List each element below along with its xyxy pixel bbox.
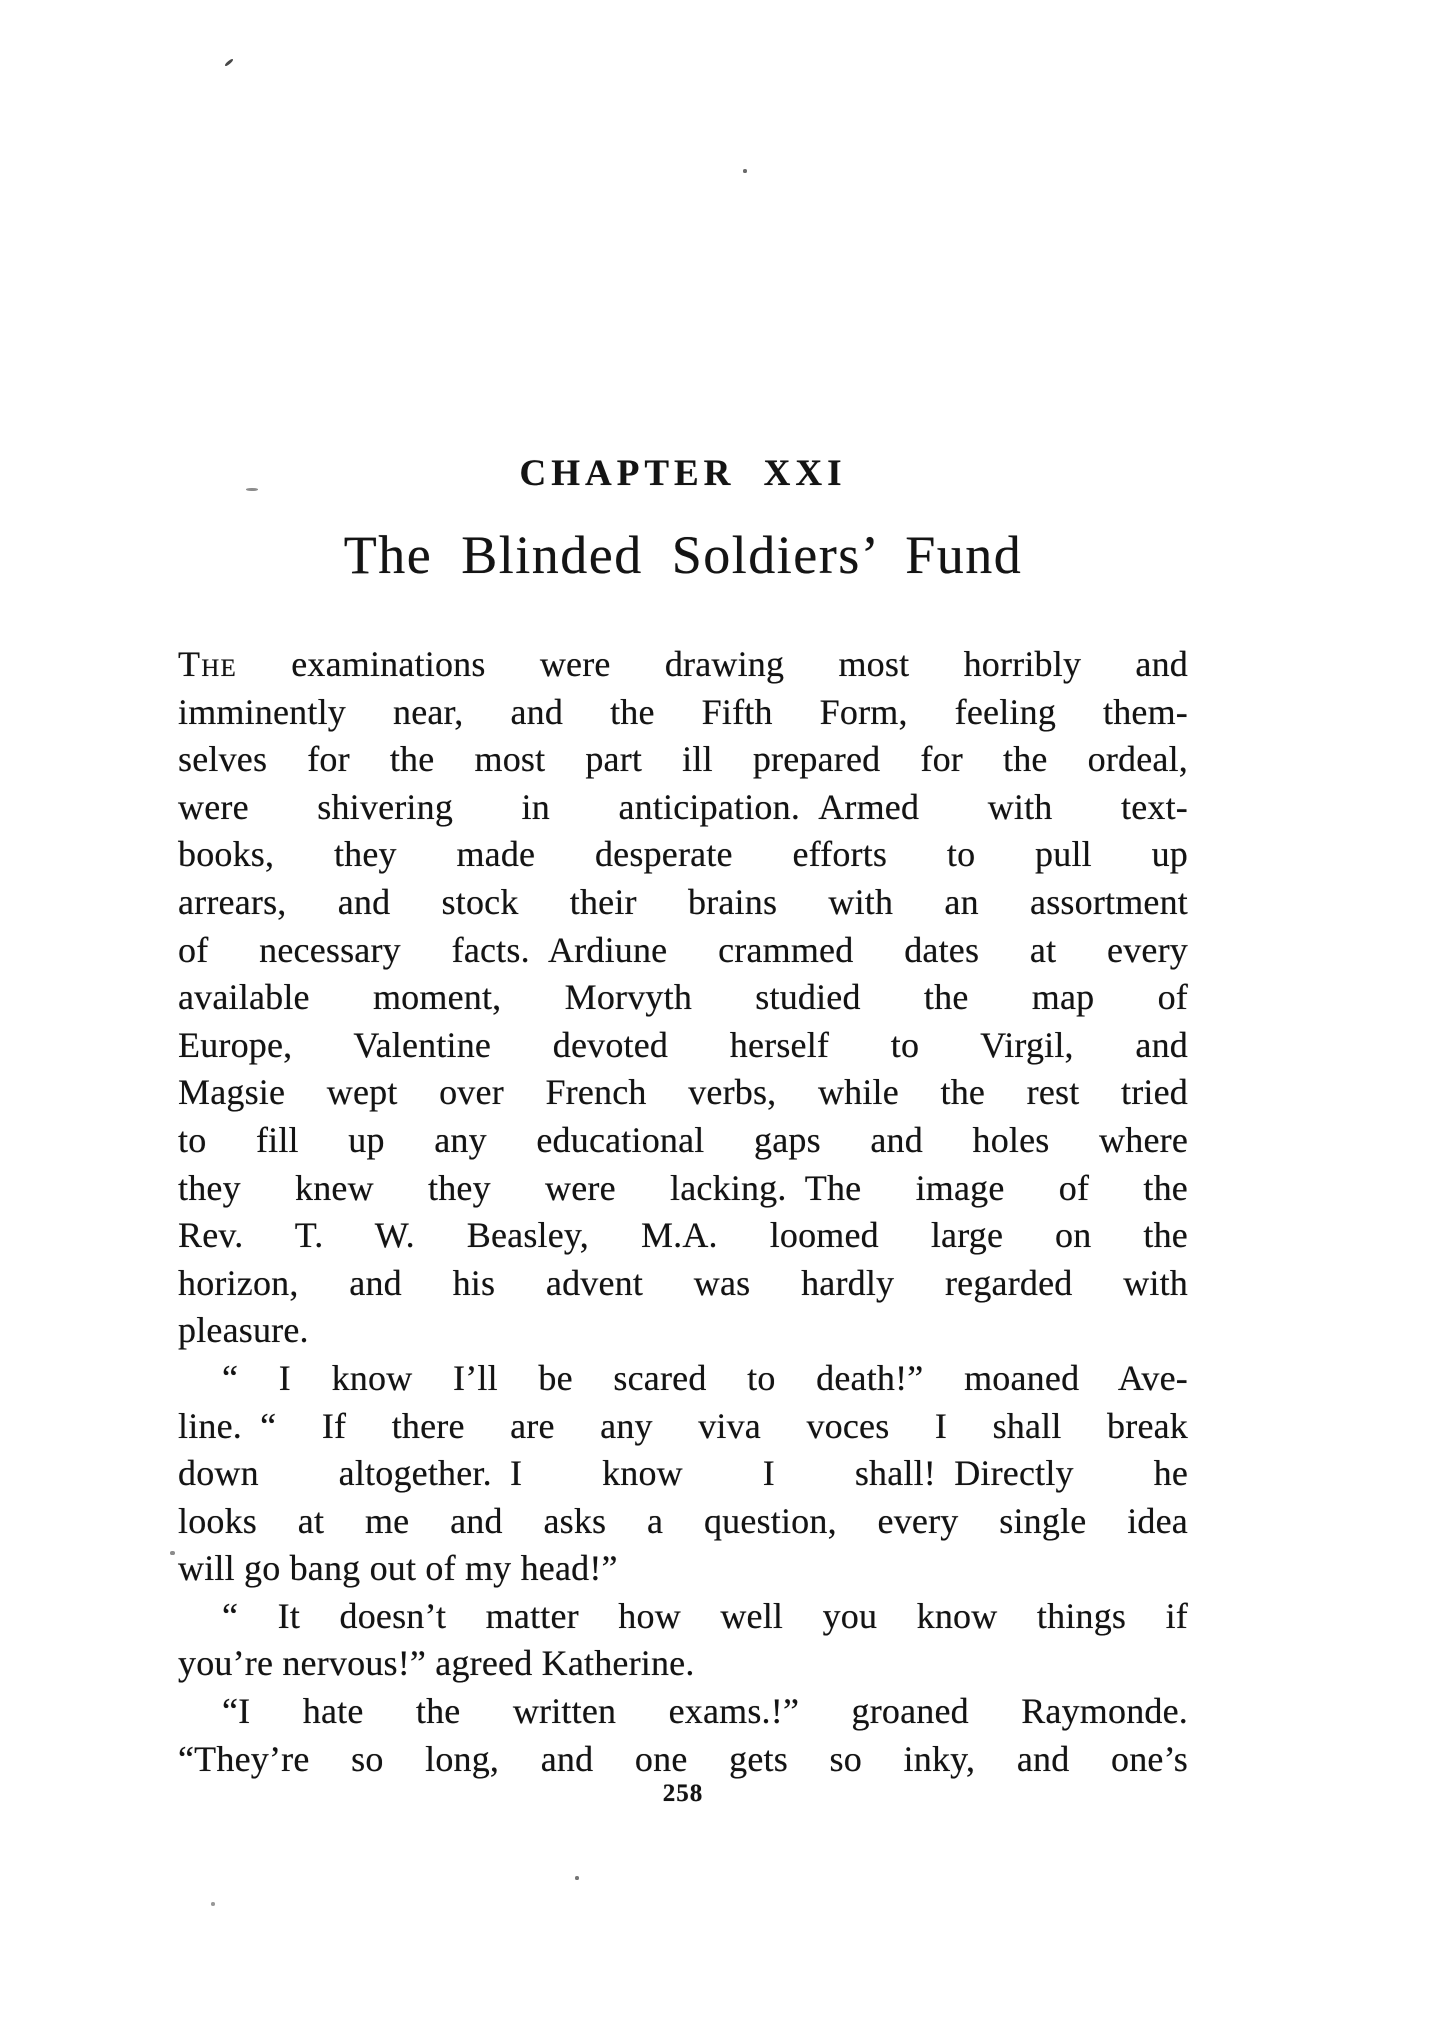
ink-speck xyxy=(575,1876,579,1880)
ink-speck xyxy=(246,488,258,491)
text-line xyxy=(178,1640,1188,1688)
text-segment: Europe, Valentine devoted herself to Virgil, and xyxy=(178,1024,1188,1065)
text-segment: imminently near, and the Fifth Form, feeling them- xyxy=(178,691,1188,732)
text-segment: down altogether. I know I shall! Directly he xyxy=(178,1453,1188,1494)
text-line xyxy=(178,1736,1188,1784)
text-segment: looks at me and asks a question, every single idea xyxy=(178,1500,1188,1541)
text-line xyxy=(178,689,1188,737)
text-line xyxy=(178,974,1188,1022)
text-line xyxy=(178,1069,1188,1117)
text-line xyxy=(178,1545,1188,1593)
ink-speck xyxy=(211,1902,215,1906)
text-line xyxy=(178,1260,1188,1308)
text-segment: of necessary facts. Ardiune crammed dates at every xyxy=(178,929,1188,970)
ink-speck xyxy=(224,58,234,67)
text-line xyxy=(178,1688,1188,1736)
text-segment: they knew they were lacking. The image of the xyxy=(178,1167,1188,1208)
ink-speck xyxy=(743,169,747,173)
text-line xyxy=(178,784,1188,832)
text-line xyxy=(178,1450,1188,1498)
text-segment: pleasure. xyxy=(178,1310,309,1351)
text-segment: to fill up any educational gaps and holes where xyxy=(178,1119,1188,1160)
text-line xyxy=(178,1165,1188,1213)
text-segment: “ It doesn’t matter how well you know things if xyxy=(222,1595,1188,1636)
text-segment: “They’re so long, and one gets so inky, and one’s xyxy=(178,1738,1188,1779)
text-segment: were shivering in anticipation. Armed with text- xyxy=(178,786,1188,827)
chapter-title: The Blinded Soldiers’ Fund xyxy=(343,525,1023,585)
text-line xyxy=(178,879,1188,927)
text-segment: line. “ If there are any viva voces I shall break xyxy=(178,1405,1188,1446)
text-segment: books, they made desperate efforts to pull up xyxy=(178,834,1188,875)
ink-speck xyxy=(170,1551,175,1555)
text-line xyxy=(178,1307,1188,1355)
text-line xyxy=(178,831,1188,879)
chapter-heading: CHAPTER XXI xyxy=(519,453,847,494)
text-segment: “I hate the written exams.!” groaned Raymonde. xyxy=(222,1691,1188,1732)
text-segment: arrears, and stock their brains with an assortment xyxy=(178,881,1188,922)
text-segment: you’re nervous!” agreed Katherine. xyxy=(178,1643,695,1684)
text-segment: Rev. T. W. Beasley, M.A. loomed large on the xyxy=(178,1215,1188,1256)
text-segment: Magsie wept over French verbs, while the rest tried xyxy=(178,1072,1188,1113)
text-segment: “ I know I’ll be scared to death!” moaned Ave- xyxy=(222,1357,1188,1398)
text-line xyxy=(178,1212,1188,1260)
text-segment: horizon, and his advent was hardly regarded with xyxy=(178,1262,1188,1303)
smallcaps-lead: The xyxy=(178,644,237,684)
text-line xyxy=(178,1593,1188,1641)
text-line xyxy=(178,1403,1188,1451)
page-number: 258 xyxy=(662,1780,704,1807)
text-line xyxy=(178,1022,1188,1070)
text-segment: examinations were drawing most horribly and xyxy=(236,644,1188,684)
text-line xyxy=(178,1117,1188,1165)
body-text xyxy=(178,641,1188,1783)
text-segment: selves for the most part ill prepared for the ordeal, xyxy=(178,739,1188,780)
text-segment: will go bang out of my head!” xyxy=(178,1548,618,1589)
text-line xyxy=(178,736,1188,784)
text-line xyxy=(178,1355,1188,1403)
text-line xyxy=(178,1498,1188,1546)
text-line xyxy=(178,641,1188,689)
text-segment: available moment, Morvyth studied the map of xyxy=(178,977,1188,1018)
text-line xyxy=(178,927,1188,975)
